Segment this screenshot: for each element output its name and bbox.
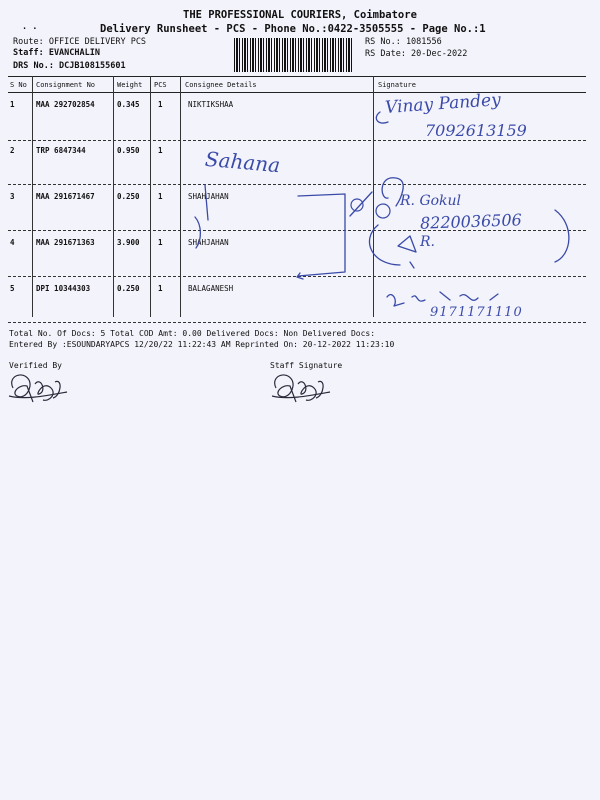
row3-pcs: 1 xyxy=(158,192,163,201)
handwritten-phone-row1: 7092613159 xyxy=(425,121,527,140)
row4-weight: 3.900 xyxy=(117,238,140,247)
row3-sno: 3 xyxy=(10,192,15,201)
handwritten-initial-row3: R. xyxy=(420,234,435,250)
row4-consignee: SHAHJAHAN xyxy=(188,238,229,247)
handwritten-name-row2: Sahana xyxy=(204,146,282,178)
row1-pcs: 1 xyxy=(158,100,163,109)
header-consignee: Consignee Details xyxy=(185,81,257,89)
row2-sno: 2 xyxy=(10,146,15,155)
staff-signature-label: Staff Signature xyxy=(270,361,343,370)
route-label: Route: OFFICE DELIVERY PCS xyxy=(13,37,147,47)
verified-signature xyxy=(5,366,75,411)
row3-consignment: MAA 291671467 xyxy=(36,192,95,201)
drs-number: DRS No.: DCJB108155601 xyxy=(13,61,126,71)
row4-sno: 4 xyxy=(10,238,15,247)
header-consignment: Consignment No xyxy=(36,81,96,89)
row2-weight: 0.950 xyxy=(117,146,140,155)
handwritten-phone-row5: 9171171110 xyxy=(430,305,523,320)
row5-consignee: BALAGANESH xyxy=(188,284,234,293)
row1-consignment: MAA 292702854 xyxy=(36,100,95,109)
handwritten-phone-row3: 8220036506 xyxy=(419,210,523,233)
staff-label: Staff: EVANCHALIN xyxy=(13,48,100,58)
company-title: THE PROFESSIONAL COURIERS, Coimbatore xyxy=(183,9,417,21)
row5-consignment: DPI 10344303 xyxy=(36,284,91,293)
row1-sno: 1 xyxy=(10,100,15,109)
handwritten-name-row3: R. Gokul xyxy=(400,193,462,209)
rs-number: RS No.: 1081556 xyxy=(365,37,442,47)
header-dots: . . xyxy=(22,22,38,32)
row4-pcs: 1 xyxy=(158,238,163,247)
header-pcs: PCS xyxy=(154,81,167,89)
row2-pcs: 1 xyxy=(158,146,163,155)
handwritten-name-row1: Vinay Pandey xyxy=(384,89,502,119)
header-weight: Weight xyxy=(117,81,143,89)
row4-consignment: MAA 291671363 xyxy=(36,238,95,247)
header-signature: Signature xyxy=(378,81,416,89)
row1-weight: 0.345 xyxy=(117,100,140,109)
row3-consignee: SHAHJAHAN xyxy=(188,192,229,201)
row5-pcs: 1 xyxy=(158,284,163,293)
row1-consignee: NIKTIKSHAA xyxy=(188,100,234,109)
totals-line: Total No. Of Docs: 5 Total COD Amt: 0.00 Delivered Docs: Non Delivered Docs: xyxy=(9,329,376,338)
rs-date: RS Date: 20-Dec-2022 xyxy=(365,49,468,59)
row2-consignment: TRP 6847344 xyxy=(36,146,86,155)
row5-sno: 5 xyxy=(10,284,15,293)
entered-by-line: Entered By :ESOUNDARYAPCS 12/20/22 11:22:43 AM Reprinted On: 20-12-2022 11:23:10 xyxy=(9,340,395,349)
header-sno: S No xyxy=(10,81,27,89)
row3-weight: 0.250 xyxy=(117,192,140,201)
staff-signature xyxy=(268,366,338,411)
bracket-mark xyxy=(298,194,345,276)
verified-by-label: Verified By xyxy=(9,361,62,370)
row5-weight: 0.250 xyxy=(117,284,140,293)
runsheet-subtitle: Delivery Runsheet - PCS - Phone No.:0422-3505555 - Page No.:1 xyxy=(100,23,486,35)
